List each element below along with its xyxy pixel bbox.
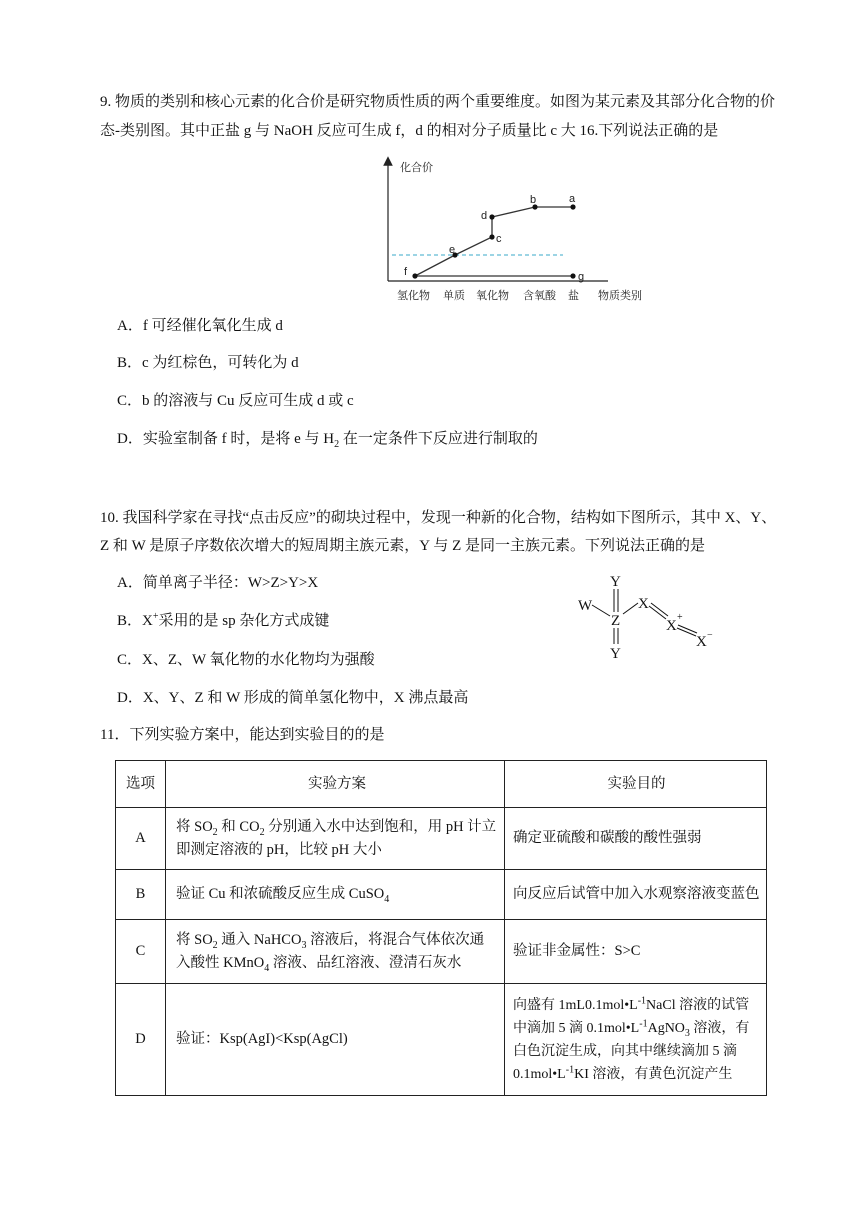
category-oxyacid: 含氧酸 xyxy=(523,289,556,302)
valence-category-diagram xyxy=(370,155,670,310)
header-plan: 实验方案 xyxy=(166,761,505,808)
q9-option-c: C．b 的溶液与 Cu 反应可生成 d 或 c xyxy=(117,393,354,409)
q10-option-d: D．X、Y、Z 和 W 形成的简单氢化物中，X 沸点最高 xyxy=(117,690,469,706)
row-c-option: C xyxy=(116,920,166,984)
atom-y-top: Y xyxy=(610,574,621,590)
table-row xyxy=(116,920,767,984)
atom-x3-charge: − xyxy=(707,630,713,641)
atom-x1: X xyxy=(638,596,649,612)
category-hydride: 氢化物 xyxy=(397,289,430,302)
row-b-goal: 向反应后试管中加入水观察溶液变蓝色 xyxy=(505,870,767,920)
label-b: b xyxy=(530,194,537,206)
label-d: d xyxy=(481,210,488,222)
atom-w: W xyxy=(578,598,593,614)
q9-stem-line2: 态-类别图。其中正盐 g 与 NaOH 反应可生成 f，d 的相对分子质量比 c 大 16.下列说法正确的是 xyxy=(100,123,719,139)
point-d xyxy=(489,214,494,219)
header-goal: 实验目的 xyxy=(505,761,767,808)
x-axis-label: 物质类别 xyxy=(598,289,642,302)
row-d-plan: 验证：Ksp(AgI)<Ksp(AgCl) xyxy=(166,984,505,1096)
q9-option-d: D．实验室制备 f 时，是将 e 与 $H_2$ 在一定条件下反应进行制取的 xyxy=(117,431,538,450)
q9-stem-line1: 9. 物质的类别和核心元素的化合价是研究物质性质的两个重要维度。如图为某元素及其部分化合物的价 xyxy=(100,94,776,110)
row-a-option: A xyxy=(116,808,166,870)
row-c-goal: 验证非金属性：S>C xyxy=(505,920,767,984)
row-d-goal: 向盛有 $1mL0.1mol•L^{-1}NaCl$ 溶液的试管中滴加 5 滴 $0.1mol•L^{-1}AgNO_3$ 溶液，有白色沉淀生成，向其中继续滴加 5 滴 $0.1mol•L^{-1}KI$ 溶液，有黄色沉淀产生 xyxy=(505,984,767,1096)
q10-stem-line2: Z 和 W 是原子序数依次增大的短周期主族元素，Y 与 Z 是同一主族元素。下列说法正确的是 xyxy=(100,538,705,554)
q10-option-b: B．X+采用的是 sp 杂化方式成键 xyxy=(117,611,330,629)
atom-x2-charge: + xyxy=(677,612,683,623)
q9-option-a: A．f 可经催化氧化生成 d xyxy=(117,318,283,334)
row-a-goal: 确定亚硫酸和碳酸的酸性强弱 xyxy=(505,808,767,870)
atom-y-bottom: Y xyxy=(610,646,621,662)
label-f: f xyxy=(404,266,408,278)
q10-stem-line1: 10. 我国科学家在寻找“点击反应”的砌块过程中，发现一种新的化合物，结构如下图所示，其中 X、Y、 xyxy=(100,510,777,526)
table-row xyxy=(116,984,767,1096)
table-row xyxy=(116,870,767,920)
q10-option-c: C．X、Z、W 氧化物的水化物均为强酸 xyxy=(117,652,375,668)
label-g: g xyxy=(578,271,585,283)
row-b-plan: 验证 Cu 和浓硫酸反应生成 CuSO$_4$ xyxy=(166,870,505,920)
atom-x3: X xyxy=(696,634,707,650)
header-option: 选项 xyxy=(116,761,166,808)
point-c xyxy=(489,234,494,239)
q10-option-a: A．简单离子半径：W>Z>Y>X xyxy=(117,575,319,591)
table-row xyxy=(116,808,767,870)
category-salt: 盐 xyxy=(568,289,579,302)
row-a-plan: 将 $SO_2$ 和 $CO_2$ 分别通入水中达到饱和，用 pH 计立即测定溶液的 pH，比较 pH 大小 xyxy=(166,808,505,870)
point-f xyxy=(412,273,417,278)
row-b-option: B xyxy=(116,870,166,920)
y-axis-label: 化合价 xyxy=(400,161,433,174)
label-c: c xyxy=(496,233,502,245)
atom-z: Z xyxy=(611,613,621,629)
category-oxide: 氧化物 xyxy=(476,289,509,302)
q9-option-b: B．c 为红棕色，可转化为 d xyxy=(117,355,299,371)
label-a: a xyxy=(569,193,576,205)
molecular-structure xyxy=(570,572,730,664)
atom-x2: X xyxy=(666,618,677,634)
label-e: e xyxy=(449,244,456,256)
experiment-table xyxy=(115,760,767,1096)
row-c-plan: 将 $SO_2$ 通入 NaHCO$_3$ 溶液后，将混合气体依次通入酸性 KMnO$_4$ 溶液、品红溶液、澄清石灰水 xyxy=(166,920,505,984)
q11-stem: 11．下列实验方案中，能达到实验目的的是 xyxy=(100,727,385,743)
category-element: 单质 xyxy=(443,289,465,302)
point-a xyxy=(570,204,575,209)
point-g xyxy=(570,273,575,278)
table-header-row xyxy=(116,761,767,808)
row-d-option: D xyxy=(116,984,166,1096)
